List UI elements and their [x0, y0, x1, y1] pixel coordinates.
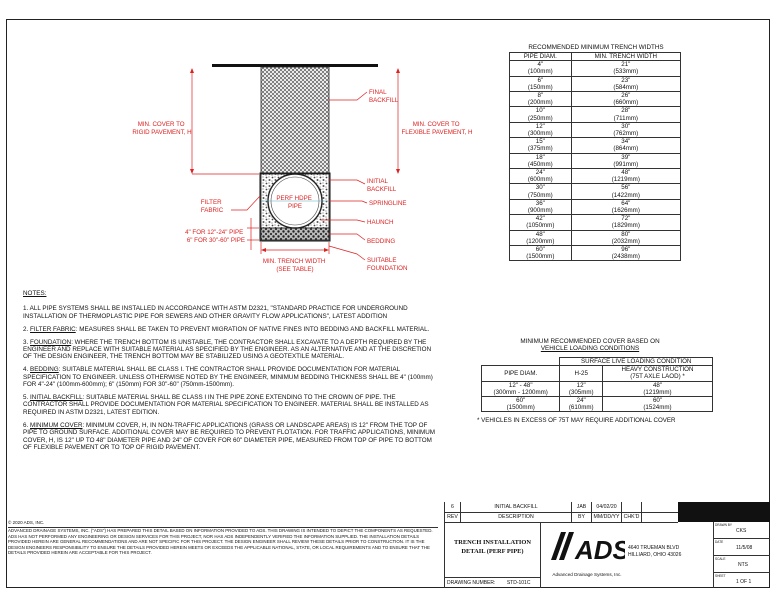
trench-cell-line2: (100mm): [527, 68, 553, 76]
cover-cell: 60" (1524mm): [602, 397, 712, 412]
trench-cell-line1: 18": [535, 153, 545, 161]
trench-cell-min-width: [571, 230, 680, 245]
trench-row: [510, 184, 681, 199]
trench-cell-line2: (2032mm): [611, 237, 640, 245]
trench-cell-min-width: [571, 122, 680, 137]
trench-cell-line2: (584mm): [613, 83, 639, 91]
date-value: 11/5/08: [736, 545, 753, 551]
trench-cell-line2: (300mm): [527, 130, 553, 138]
trench-cell-line2: (991mm): [613, 160, 639, 168]
trench-cell-min-width: [571, 138, 680, 153]
note-1: 1. ALL PIPE SYSTEMS SHALL BE INSTALLED IN ACCORDANCE WITH ASTM D2321, "STANDARD PRACTICE FOR UNDERGROUND INSTALLATION OF THERMOPLASTIC PIPE FOR SEWERS AND OTHER GRAVITY FLOW APPLICATIONS", LATEST ADDITION: [23, 305, 408, 320]
trench-row: [510, 76, 681, 91]
trench-cell-line1: 21": [621, 61, 631, 69]
ads-logo: [549, 526, 625, 576]
drawing-number-label: DRAWING NUMBER:: [447, 580, 496, 586]
trench-cell-line2: (250mm): [527, 114, 553, 122]
rev-header-rev: REV: [445, 512, 461, 522]
label-final-backfill: FINAL BACKFILL: [369, 89, 399, 104]
trench-cell-line1: 6": [537, 76, 544, 84]
rev-header-description: DESCRIPTION: [461, 512, 572, 522]
ads-logo-mark: [549, 526, 625, 566]
label-min-cover-flexible: MIN. COVER TO FLEXIBLE PAVEMENT, H: [401, 121, 473, 136]
address-line1: 4640 TRUEMAN BLVD: [628, 545, 680, 551]
trench-cell-line2: (864mm): [613, 145, 639, 153]
trench-cell-pipe-diam: [510, 61, 572, 76]
label-min-cover-rigid: MIN. COVER TO RIGID PAVEMENT, H: [132, 121, 192, 136]
trench-cell-pipe-diam: [510, 184, 572, 199]
trench-cell-line1: 34": [621, 138, 631, 146]
trench-cell-line1: 30": [535, 184, 545, 192]
trench-row: [510, 138, 681, 153]
ads-tagline: Advanced Drainage Systems, Inc.: [552, 572, 622, 577]
bedding-zone: [261, 228, 329, 240]
cover-table-body: [482, 381, 713, 412]
trench-row: [510, 61, 681, 76]
trench-cell-line2: (660mm): [613, 99, 639, 107]
cover-title-line1: MINIMUM RECOMMENDED COVER BASED ON: [520, 338, 660, 345]
scale-value: NTS: [738, 562, 748, 568]
label-pipe: PERF HDPE PIPE: [276, 195, 312, 210]
trench-cell-pipe-diam: [510, 169, 572, 184]
drawn-by-cell: [714, 522, 770, 539]
trench-cell-pipe-diam: [510, 92, 572, 107]
trench-table-body: [510, 61, 681, 261]
trench-cell-line1: 10": [535, 107, 545, 115]
trench-cell-min-width: [571, 76, 680, 91]
trench-cell-line1: 15": [535, 138, 545, 146]
trench-cell-line1: 64": [621, 199, 631, 207]
trench-cell-pipe-diam: [510, 199, 572, 214]
label-filter-fabric: FILTER FABRIC: [200, 199, 224, 214]
trench-cell-line1: 39": [621, 153, 631, 161]
rev-header-by: BY: [572, 512, 592, 522]
sheet-value: 1 OF 1: [736, 579, 752, 585]
cover-header-pipe-diam: PIPE DIAM.: [482, 366, 560, 381]
cover-group-header: SURFACE LIVE LOADING CONDITION: [560, 358, 713, 366]
drawing-number: STD-101C: [506, 580, 531, 586]
scale-label: SCALE: [715, 557, 726, 561]
label-bedding: BEDDING: [367, 238, 396, 245]
detail-title: [445, 522, 541, 578]
drawing-number-row: [445, 578, 541, 588]
ads-address: [628, 545, 681, 558]
info-column: [713, 522, 770, 588]
label-min-trench-width: MIN. TRENCH WIDTH (SEE TABLE): [262, 258, 326, 273]
trench-row: [510, 169, 681, 184]
trench-cell-line1: 48": [535, 230, 545, 238]
trench-cell-min-width: [571, 169, 680, 184]
date-label: DATE: [715, 540, 724, 544]
trench-cell-line2: (1219mm): [611, 176, 640, 184]
disclaimer: ADVANCED DRAINAGE SYSTEMS, INC. ("ADS") HAS PREPARED THIS DETAIL BASED ON INFORMATION PROVIDED TO ADS. THIS DRAWING IS INTENDED TO DEPICT THE COMPONENTS AS REQUESTED. ADS HAS NOT PERFORMED ANY ENGINEERING OR DESIGN SERVICES FOR THIS PROJECT, NOR HAS ADS INDEPENDENTLY VERIFIED THE INFORMATION SUPPLIED. THE INSTALLATION DETAILS PROVIDED HEREIN ARE GENERAL RECOMMENDATIONS AND ARE NOT SPECIFIC FOR THIS PROJECT. THE DESIGN ENGINEER SHALL REVIEW THESE DETAILS PRIOR TO CONSTRUCTION. IT IS THE DESIGN ENGINEERS RESPONSIBILITY TO ENSURE THE DETAILS PROVIDED HEREIN MEETS OR EXCEEDS THE APPLICABLE NATIONAL, STATE, OR LOCAL REQUIREMENTS AND TO ENSURE THAT THE DETAILS PROVIDED HEREIN ARE ACCEPTABLE FOR THIS PROJECT.: [8, 527, 438, 587]
trench-cell-line2: (150mm): [527, 83, 553, 91]
trench-cell-line1: 8": [537, 92, 544, 100]
label-suitable-foundation: SUITABLE FOUNDATION: [367, 257, 408, 272]
trench-cell-pipe-diam: [510, 107, 572, 122]
cover-cell: 48" (1219mm): [602, 381, 712, 396]
trench-cell-line1: 72": [621, 215, 631, 223]
trench-cell-pipe-diam: [510, 215, 572, 230]
trench-cell-line2: (533mm): [613, 68, 639, 76]
rev-header-date: MM/DD/YY: [592, 512, 622, 522]
cover-cell: 24" (610mm): [560, 397, 603, 412]
note-6: 6. MINIMUM COVER: MINIMUM COVER, H, IN NON-TRAFFIC APPLICATIONS (GRASS OR LANDSCAPE AREAS) IS 12" FROM THE TOP OF PIPE TO GROUND SURFACE. ADDITIONAL COVER MAY BE REQUIRED TO PREVENT FLOTATION. FOR TRAFFIC APPLICATIONS, MINIMUM COVER, H, IS 12" UP TO 48" DIAMETER PIPE AND 24" OF COVER FOR 60" DIAMETER PIPE, MEASURED FROM TOP OF PIPE TO BOTTOM OF FLEXIBLE PAVEMENT OR TO TOP OF RIGID PAVEMENT.: [23, 421, 436, 451]
cover-table-title: [475, 338, 705, 353]
trench-cell-line1: 4": [537, 61, 544, 69]
trench-cell-min-width: [571, 153, 680, 168]
cover-row: [482, 397, 713, 412]
note-5: 5. INITIAL BACKFILL: SUITABLE MATERIAL SHALL BE CLASS I IN THE PIPE ZONE EXTENDING TO THE CROWN OF PIPE. THE CONTRACTOR SHALL PROVIDE DOCUMENTATION FOR MATERIAL SPECIFICATION TO ENGINEER. MATERIAL SHALL BE INSTALLED AS REQUIRED IN ASTM D2321, LATEST EDITION.: [23, 394, 429, 416]
trench-cell-line2: (1200mm): [526, 237, 555, 245]
trench-cell-line1: 30": [621, 122, 631, 130]
rev-date: 04/02/20: [592, 502, 622, 512]
trench-row: [510, 215, 681, 230]
sheet-label: SHEET: [715, 574, 726, 578]
label-bedding-depth: 4" FOR 12"-24" PIPE 6" FOR 30"-60" PIPE: [185, 229, 245, 244]
copyright: © 2020 ADS, INC.: [8, 520, 45, 525]
cover-row: [482, 381, 713, 396]
trench-cell-min-width: [571, 107, 680, 122]
trench-cell-line2: (1422mm): [611, 191, 640, 199]
cover-table: [481, 357, 713, 412]
trench-cell-min-width: [571, 246, 680, 261]
note-3: 3. FOUNDATION: WHERE THE TRENCH BOTTOM IS UNSTABLE, THE CONTRACTOR SHALL EXCAVATE TO A DEPTH REQUIRED BY THE ENGINEER AND REPLACE WITH SUITABLE MATERIAL AS SPECIFIED BY THE ENGINEER. AS AN ALTERNATIVE AND AT THE DISCRETION OF THE DESIGN ENGINEER, THE TRENCH BOTTOM MAY BE STABILIZED USING A GEOTEXTILE MATERIAL.: [23, 338, 432, 361]
trench-row: [510, 122, 681, 137]
sheet-cell: [714, 573, 770, 589]
rev-number: 6: [445, 502, 461, 512]
trench-cell-min-width: [571, 92, 680, 107]
ground-surface: [212, 64, 378, 67]
trench-cell-line2: (750mm): [527, 191, 553, 199]
trench-row: [510, 246, 681, 261]
trench-header-min-width: MIN. TRENCH WIDTH: [571, 53, 680, 61]
trench-cell-line1: 24": [535, 169, 545, 177]
trench-cell-line2: (375mm): [527, 145, 553, 153]
note-2: 2. FILTER FABRIC: MEASURES SHALL BE TAKEN TO PREVENT MIGRATION OF NATIVE FINES INTO BEDDING AND BACKFILL MATERIAL.: [23, 325, 430, 333]
label-springline: SPRINGLINE: [369, 200, 407, 207]
trench-cell-line1: 26": [621, 92, 631, 100]
title-block: [444, 502, 769, 588]
trench-cell-line2: (711mm): [613, 114, 638, 122]
address-line2: HILLIARD, OHIO 43026: [628, 551, 682, 558]
final-backfill-zone: [261, 67, 329, 174]
detail-title-line1: TRENCH INSTALLATION: [454, 539, 531, 546]
rigid-cover-dimension: [190, 68, 259, 174]
trench-cell-line2: (900mm): [527, 207, 553, 215]
trench-cell-line1: 42": [535, 215, 545, 223]
trench-cell-pipe-diam: [510, 138, 572, 153]
trench-cell-line2: (1050mm): [526, 222, 555, 230]
trench-cell-line1: 36": [535, 199, 545, 207]
trench-cell-line2: (450mm): [527, 160, 553, 168]
rev-description: INITIAL BACKFILL: [461, 502, 572, 512]
trench-cell-pipe-diam: [510, 246, 572, 261]
cover-header-h25: H-25: [560, 366, 603, 381]
trench-cell-pipe-diam: [510, 153, 572, 168]
cover-header-heavy: HEAVY CONSTRUCTION (75T AXLE LAOD) *: [602, 366, 712, 381]
cover-cell: 12" (305mm): [560, 381, 603, 396]
trench-cell-line2: (762mm): [613, 130, 639, 138]
cover-footnote: * VEHICLES IN EXCESS OF 75T MAY REQUIRE ADDITIONAL COVER: [477, 417, 676, 424]
trench-cell-line1: 56": [621, 184, 631, 192]
rev-black-band: [678, 502, 770, 522]
trench-cell-min-width: [571, 61, 680, 76]
drawn-by-label: DRAWN BY: [715, 523, 733, 527]
date-cell: [714, 539, 770, 556]
trench-cell-pipe-diam: [510, 76, 572, 91]
trench-cell-line2: (1500mm): [526, 253, 555, 261]
label-haunch: HAUNCH: [367, 219, 394, 226]
trench-cell-line1: 48": [621, 169, 631, 177]
notes-section: [23, 290, 438, 457]
note-4: 4. BEDDING: SUITABLE MATERIAL SHALL BE CLASS I. THE CONTRACTOR SHALL PROVIDE DOCUMENTATION FOR MATERIAL SPECIFICATION TO ENGINEER. UNLESS OTHERWISE NOTED BY THE ENGINEER, MINIMUM BEDDING THICKNESS SHALL BE 4" (100mm) FOR 4"-24" (100mm-600mm); 6" (150mm) FOR 30"-60" (750mm-1500mm).: [23, 366, 433, 389]
trench-cell-line2: (200mm): [527, 99, 553, 107]
trench-cell-min-width: [571, 184, 680, 199]
trench-table-title: RECOMMENDED MINIMUM TRENCH WIDTHS: [528, 44, 664, 51]
bedding-depth-dimension: [247, 218, 259, 250]
trench-cell-line2: (1829mm): [611, 222, 640, 230]
cover-cell: 60" (1500mm): [482, 397, 560, 412]
detail-title-line2: DETAIL (PERF PIPE): [461, 548, 524, 555]
trench-row: [510, 92, 681, 107]
trench-cell-min-width: [571, 215, 680, 230]
drawing-sheet: [6, 19, 770, 588]
trench-row: [510, 230, 681, 245]
trench-cell-line2: (600mm): [527, 176, 553, 184]
trench-cell-line1: 60": [535, 246, 545, 254]
trench-cell-line1: 28": [621, 107, 631, 115]
trench-cell-line1: 12": [535, 122, 545, 130]
trench-cell-line1: 80": [621, 230, 631, 238]
trench-cell-min-width: [571, 199, 680, 214]
trench-row: [510, 107, 681, 122]
cover-cell: 12" - 48" (300mm - 1200mm): [482, 381, 560, 396]
trench-cell-line1: 23": [621, 76, 631, 84]
rev-header-chkd: CHK'D: [622, 512, 642, 522]
svg-text:ADS: ADS: [575, 535, 625, 565]
cover-title-line2: VEHICLE LOADING CONDITIONS: [540, 345, 640, 353]
trench-row: [510, 199, 681, 214]
trench-cell-line2: (1626mm): [611, 207, 640, 215]
trench-cell-pipe-diam: [510, 230, 572, 245]
drawn-by: CKS: [736, 528, 747, 534]
trench-width-table: [509, 52, 681, 261]
trench-header-pipe-diam: PIPE DIAM.: [510, 53, 572, 61]
rev-by: JAB: [572, 502, 592, 512]
rev-chkd: [622, 502, 642, 512]
flexible-cover-dimension: [396, 68, 400, 174]
trench-cell-pipe-diam: [510, 122, 572, 137]
trench-cell-line1: 96": [621, 246, 631, 254]
trench-row: [510, 153, 681, 168]
label-initial-backfill: INITIAL BACKFILL: [367, 178, 397, 193]
trench-width-dimension: [261, 242, 329, 254]
trench-cell-line2: (2438mm): [611, 253, 640, 261]
scale-cell: [714, 556, 770, 573]
notes-heading: NOTES:: [23, 290, 47, 297]
